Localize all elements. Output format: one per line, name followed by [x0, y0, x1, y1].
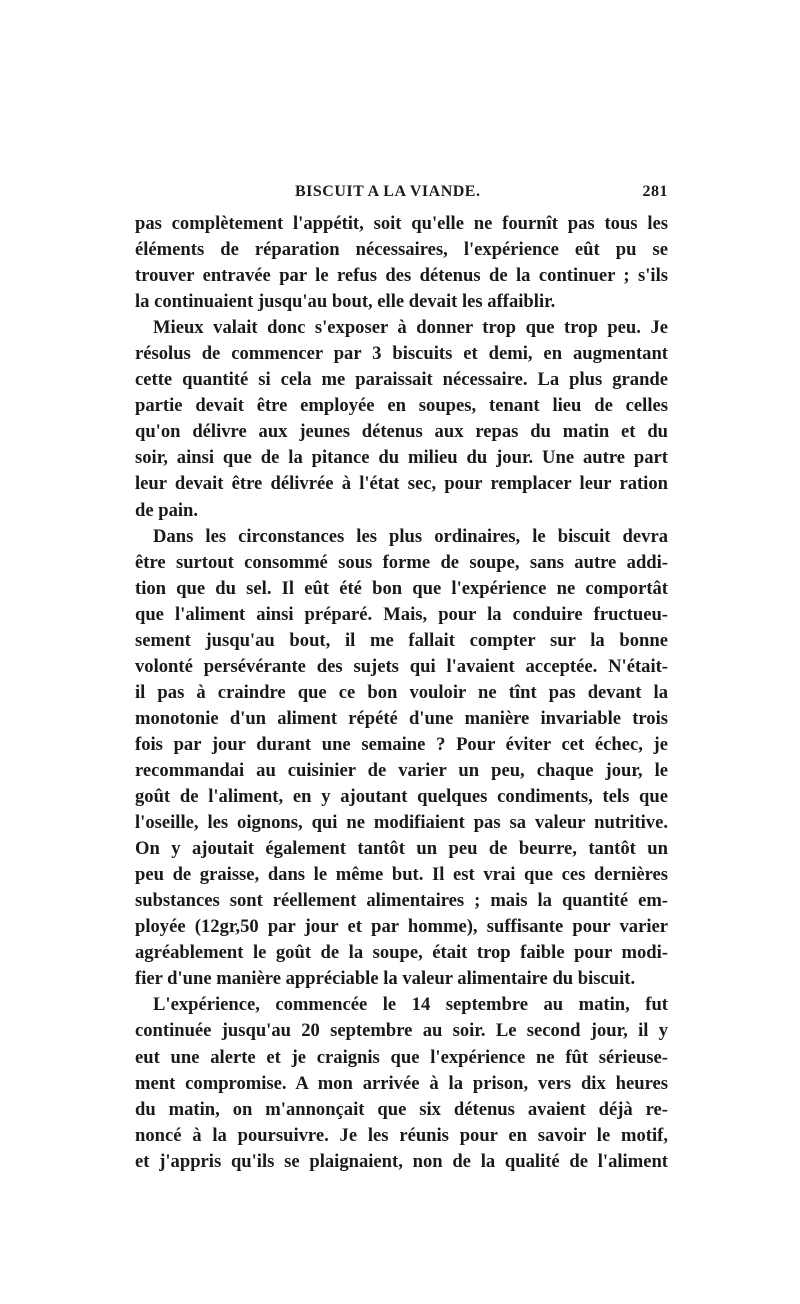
text-line: partie devait être employée en soupes, tenant lieu de celles [135, 395, 668, 417]
text-line: cette quantité si cela me paraissait nécessaire. La plus grande [135, 369, 668, 391]
text-line: substances sont réellement alimentaires ; mais la quantité em- [135, 890, 668, 912]
text-line: goût de l'aliment, en y ajoutant quelques condiments, tels que [135, 786, 668, 808]
text-line: L'expérience, commencée le 14 septembre au matin, fut [153, 994, 668, 1016]
text-line: leur devait être délivrée à l'état sec, pour remplacer leur ration [135, 473, 668, 495]
text-line: continuée jusqu'au 20 septembre au soir. Le second jour, il y [135, 1020, 668, 1042]
text-line: la continuaient jusqu'au bout, elle devait les affaiblir. [135, 291, 556, 313]
text-line: volonté persévérante des sujets qui l'avaient acceptée. N'était- [135, 655, 668, 677]
text-line: agréablement le goût de la soupe, était trop faible pour modi- [135, 942, 668, 964]
text-line: recommandai au cuisinier de varier un peu, chaque jour, le [135, 759, 668, 781]
text-line: monotonie d'un aliment répété d'une manière invariable trois [135, 707, 668, 729]
text-line: fois par jour durant une semaine ? Pour éviter cet échec, je [135, 733, 668, 755]
text-line: de pain. [135, 499, 199, 521]
text-line: eut une alerte et je craignis que l'expérience ne fût sérieuse- [135, 1046, 668, 1068]
text-line: fier d'une manière appréciable la valeur alimentaire du biscuit. [135, 968, 636, 990]
text-line: ment compromise. A mon arrivée à la prison, vers dix heures [135, 1072, 668, 1094]
running-head: BISCUIT A LA VIANDE. [295, 183, 481, 200]
text-line: On y ajoutait également tantôt un peu de beurre, tantôt un [135, 838, 668, 860]
text-line: que l'aliment ainsi préparé. Mais, pour la conduire fructueu- [135, 603, 668, 625]
text-line: du matin, on m'annonçait que six détenus avaient déjà re- [135, 1098, 668, 1120]
text-line: l'oseille, les oignons, qui ne modifiaient pas sa valeur nutritive. [135, 812, 668, 834]
text-line: trouver entravée par le refus des détenus de la continuer ; s'ils [135, 265, 668, 287]
text-line: noncé à la poursuivre. Je les réunis pour en savoir le motif, [135, 1124, 668, 1146]
text-line: soir, ainsi que de la pitance du milieu du jour. Une autre part [135, 447, 668, 469]
text-line: être surtout consommé sous forme de soupe, sans autre addi- [135, 551, 668, 573]
body-text [135, 211, 668, 1175]
text-line: Dans les circonstances les plus ordinaires, le biscuit devra [153, 525, 668, 547]
text-line: pas complètement l'appétit, soit qu'elle ne fournît pas tous les [135, 213, 668, 234]
page-number: 281 [642, 183, 668, 200]
text-line: et j'appris qu'ils se plaignaient, non de la qualité de l'aliment [135, 1150, 668, 1172]
text-line: sement jusqu'au bout, il me fallait compter sur la bonne [135, 629, 668, 651]
text-line: résolus de commencer par 3 biscuits et demi, en augmentant [135, 343, 668, 365]
text-line: éléments de réparation nécessaires, l'expérience eût pu se [135, 239, 668, 261]
text-line: il pas à craindre que ce bon vouloir ne tînt pas devant la [135, 681, 668, 703]
text-line: qu'on délivre aux jeunes détenus aux repas du matin et du [135, 421, 668, 443]
page-header [135, 183, 668, 207]
text-line: tion que du sel. Il eût été bon que l'expérience ne comportât [135, 577, 668, 599]
text-line: Mieux valait donc s'exposer à donner trop que trop peu. Je [153, 317, 668, 339]
text-line: ployée (12gr,50 par jour et par homme), suffisante pour varier [135, 916, 668, 938]
text-line: peu de graisse, dans le même but. Il est vrai que ces dernières [135, 864, 668, 886]
